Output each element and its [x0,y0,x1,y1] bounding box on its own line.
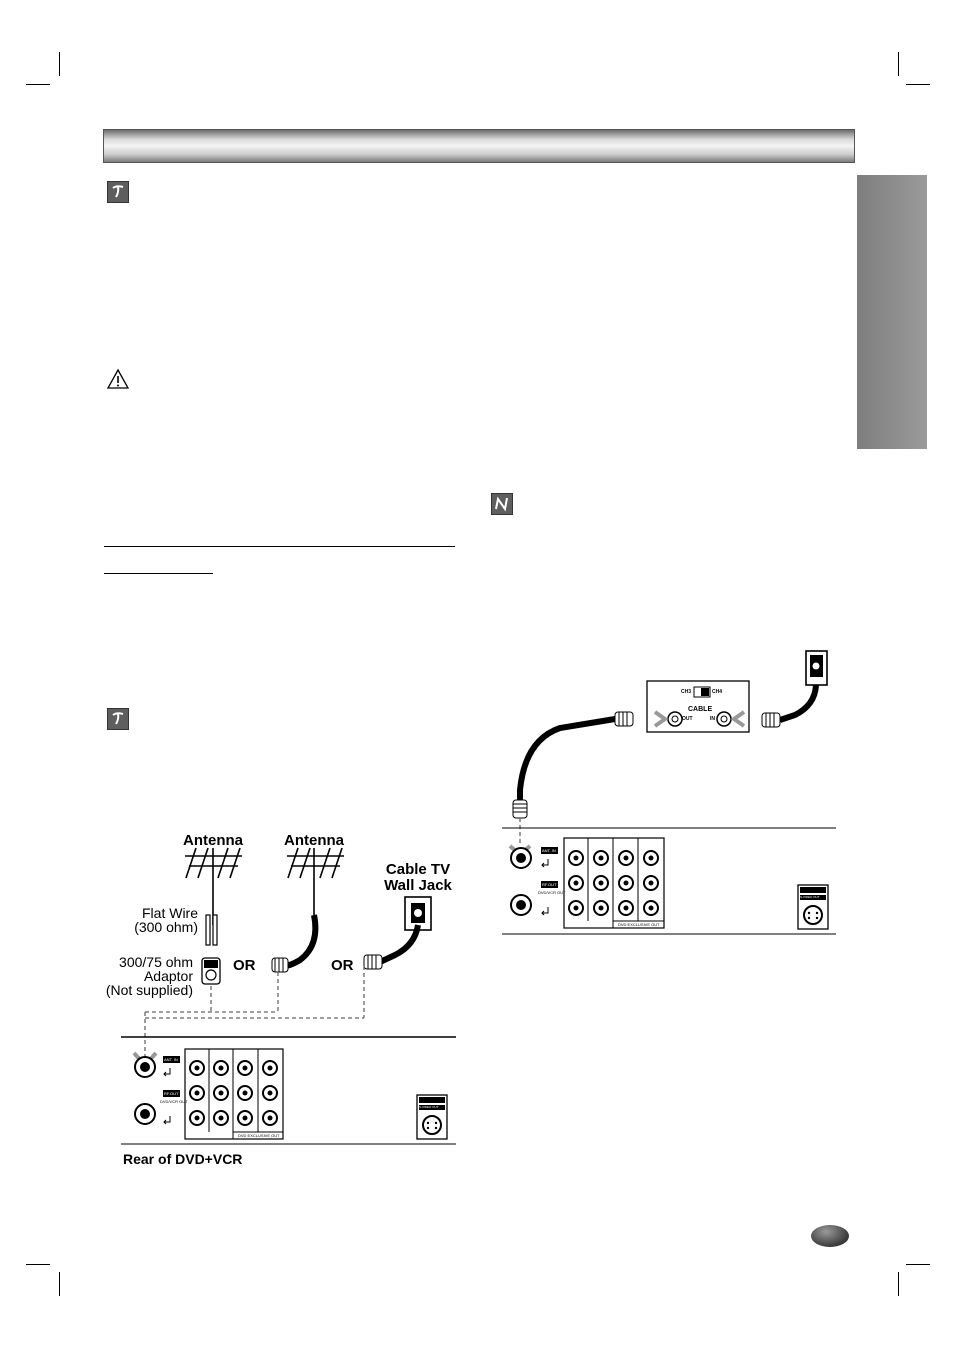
wall-jack-label: Cable TV [385,861,451,878]
svideo-label: S-VIDEO OUT [419,1105,439,1109]
rf-out-label: RF.OUT [164,1091,179,1096]
rear-caption: Rear of DVD+VCR [123,1151,243,1167]
svideo-label: S-VIDEO OUT [800,895,820,899]
out-label: OUT [682,716,693,722]
ch4-label: CH4 [712,689,723,695]
coax-connector-icon [615,712,633,726]
ant-in-jack [511,848,531,868]
in-label: IN [710,716,715,722]
flat-wire-label: (300 ohm) [134,919,198,935]
coax-cable [780,685,816,720]
ch3-label: CH3 [681,689,692,695]
cable-label: CABLE [688,706,713,713]
adaptor-label: (Not supplied) [105,982,193,998]
coax-connector-icon [762,713,780,727]
coax-connector-icon [513,800,527,818]
wall-jack-label: Wall Jack [384,877,452,894]
or-label: OR [331,957,354,974]
dvd-exclusive-label: DVD EXCLUSIVE OUT [238,1133,280,1138]
or-label: OR [233,957,256,974]
page-number-badge [811,1225,849,1247]
coax-cable [520,719,615,800]
rf-out-sublabel: DVD/VCR OUT [160,1099,188,1104]
adaptor-label: 300/75 ohm [119,954,193,970]
antenna-label: Antenna [183,832,243,849]
rf-out-jack [511,895,531,915]
adaptor-label: Adaptor [143,968,193,984]
flat-wire-label: Flat Wire [142,905,198,921]
rf-out-sublabel: DVD/VCR OUT [538,890,566,895]
antenna-label: Antenna [284,832,344,849]
svideo-out-jack [798,885,828,929]
rf-out-label: RF.OUT [542,882,557,887]
ant-in-label: ANT. IN [542,848,556,853]
dvd-exclusive-label: DVD EXCLUSIVE OUT [618,922,660,927]
ant-in-label: ANT. IN [164,1057,178,1062]
wall-jack-icon [806,651,827,685]
